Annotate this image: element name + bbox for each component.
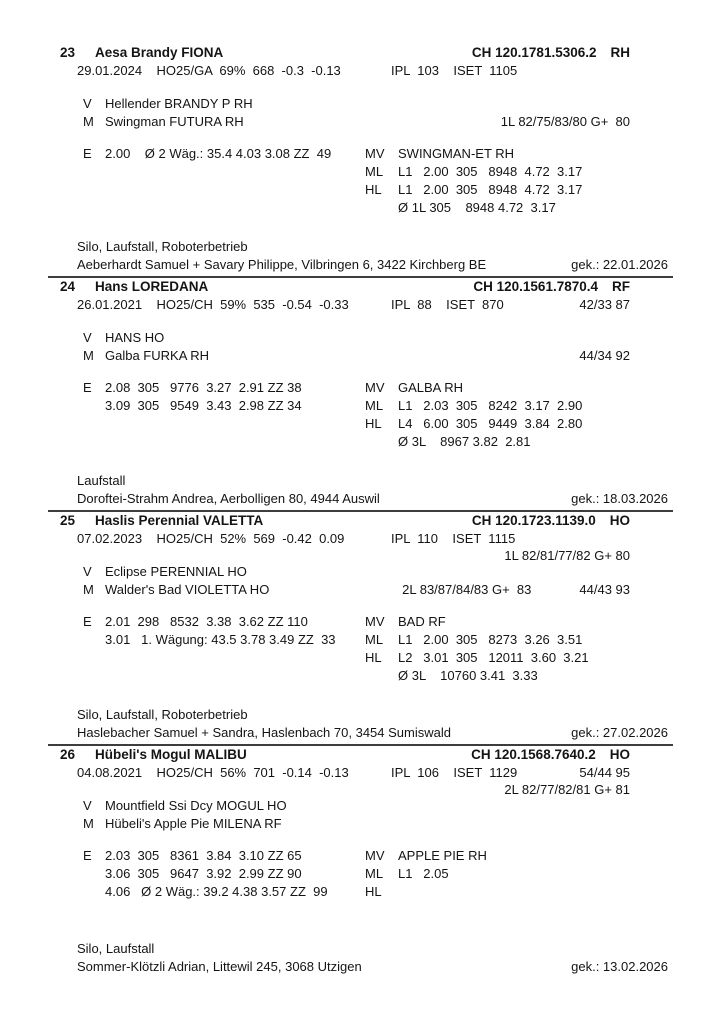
- row-values: L1 2.05: [398, 866, 449, 881]
- dam-lactation-row: [365, 397, 673, 415]
- average-lactation-row: [365, 433, 673, 451]
- own-performance-row: [60, 397, 365, 415]
- lactation-values: 3.09 305 9549 3.43 2.98 ZZ 34: [105, 398, 302, 413]
- lactation-values: 3.01 1. Wägung: 43.5 3.78 3.49 ZZ 33: [105, 632, 336, 647]
- maternal-sire-row: [365, 145, 673, 163]
- breed-code: RH: [610, 45, 630, 60]
- headline-row: [60, 746, 673, 764]
- performance-zone: [60, 379, 673, 451]
- entry-footer: [60, 238, 673, 278]
- highest-lactation-row: [365, 415, 673, 433]
- dam-row: [60, 113, 673, 131]
- registration-number: CH 120.1568.7640.2: [471, 747, 596, 762]
- breed-code: HO: [609, 747, 630, 762]
- performance-zone: [60, 847, 673, 901]
- sire-label: V: [83, 798, 92, 813]
- row-values: L1 2.00 305 8273 3.26 3.51: [398, 632, 583, 647]
- owner-address: Doroftei-Strahm Andrea, Aerbolligen 80, 4944 Auswil: [77, 491, 380, 506]
- performance-label: E: [83, 146, 92, 161]
- dam-label: M: [83, 582, 94, 597]
- lactation-values: 4.06 Ø 2 Wäg.: 39.2 4.38 3.57 ZZ 99: [105, 884, 328, 899]
- spacer: [209, 347, 579, 365]
- dam-conformation-score: 2L 83/87/84/83 G+ 83: [402, 582, 532, 597]
- sire-row: [60, 563, 673, 581]
- row-label: ML: [365, 632, 384, 647]
- row-values: L1 2.03 305 8242 3.17 2.90: [398, 398, 583, 413]
- row-label: MV: [365, 380, 385, 395]
- spacer: [247, 746, 471, 764]
- entry-footer: [60, 472, 673, 512]
- animal-name: Haslis Perennial VALETTA: [95, 513, 264, 528]
- dam-row: [60, 581, 673, 599]
- catalog-entry-24: [60, 278, 673, 512]
- row-values: APPLE PIE RH: [398, 848, 487, 863]
- maternal-performance-column: [365, 613, 673, 685]
- info-right-values: 42/33 87: [579, 297, 630, 312]
- dam-conformation-score: 1L 82/75/83/80 G+ 80: [500, 114, 630, 129]
- spacer: [380, 490, 571, 508]
- performance-label: [83, 631, 105, 649]
- owner-row: [77, 724, 673, 742]
- lactation-values: 2.00 Ø 2 Wäg.: 35.4 4.03 3.08 ZZ 49: [105, 146, 332, 161]
- dam-conformation-score: 44/34 92: [579, 348, 630, 363]
- row-values: Ø 3L 8967 3.82 2.81: [398, 434, 531, 449]
- performance-label: [83, 397, 105, 415]
- row-label: ML: [365, 164, 384, 179]
- own-performance-column: [60, 613, 365, 685]
- performance-label: E: [83, 614, 92, 629]
- owner-row: [77, 958, 673, 976]
- own-performance-row: [60, 883, 365, 901]
- ipl-iset-values: IPL 103 ISET 1105: [391, 63, 518, 78]
- sire-row: [60, 329, 673, 347]
- performance-label: [83, 865, 105, 883]
- birth-info-row: [60, 530, 673, 548]
- highest-lactation-row: [365, 649, 673, 667]
- row-values: L2 3.01 305 12011 3.60 3.21: [398, 650, 589, 665]
- owner-address: Sommer-Klötzli Adrian, Littewil 245, 3068 Utzigen: [77, 959, 362, 974]
- spacer: [517, 62, 630, 80]
- own-performance-row: [60, 631, 365, 649]
- row-label: HL: [365, 182, 382, 197]
- sire-label: V: [83, 330, 92, 345]
- average-lactation-row: [365, 199, 673, 217]
- ipl-iset-values: IPL 88 ISET 870: [391, 297, 504, 312]
- sire-label: V: [83, 564, 92, 579]
- own-performance-column: [60, 379, 365, 451]
- row-values: L1 2.00 305 8948 4.72 3.17: [398, 182, 583, 197]
- sire-name: Eclipse PERENNIAL HO: [105, 564, 247, 579]
- headline-row: [60, 278, 673, 296]
- row-values: GALBA RH: [398, 380, 464, 395]
- housing-row: Silo, Laufstall, Roboterbetrieb: [77, 707, 248, 722]
- row-label: [365, 667, 398, 685]
- performance-label: E: [83, 380, 92, 395]
- maternal-sire-row: [365, 613, 673, 631]
- dam-name: Walder's Bad VIOLETTA HO: [105, 582, 270, 597]
- maternal-sire-row: [365, 379, 673, 397]
- owner-address: Aeberhardt Samuel + Savary Philippe, Vilbringen 6, 3422 Kirchberg BE: [77, 257, 487, 272]
- animal-number: 25: [60, 513, 76, 528]
- row-label: HL: [365, 650, 382, 665]
- row-label: [365, 433, 398, 451]
- registration-number: CH 120.1561.7870.4: [473, 279, 598, 294]
- row-label: HL: [365, 884, 382, 899]
- own-performance-row: [60, 145, 365, 163]
- conformation-row: [60, 314, 673, 329]
- row-label: [365, 199, 398, 217]
- row-label: HL: [365, 416, 382, 431]
- dam-label: M: [83, 114, 94, 129]
- entry-footer: [60, 940, 673, 980]
- row-values: Ø 3L 10760 3.41 3.33: [398, 668, 538, 683]
- birth-info-row: [60, 62, 673, 80]
- ipl-iset-values: IPL 106 ISET 1129: [391, 765, 518, 780]
- dam-name: Galba FURKA RH: [105, 348, 210, 363]
- row-values: L4 6.00 305 9449 3.84 2.80: [398, 416, 583, 431]
- birth-info-row: [60, 296, 673, 314]
- maternal-performance-column: [365, 379, 673, 451]
- calving-date: gek.: 13.02.2026: [571, 959, 668, 974]
- row-values: L1 2.00 305 8948 4.72 3.17: [398, 164, 583, 179]
- dam-name: Hübeli's Apple Pie MILENA RF: [105, 816, 282, 831]
- animal-name: Aesa Brandy FIONA: [95, 45, 224, 60]
- own-performance-column: [60, 847, 365, 901]
- animal-number: 24: [60, 279, 76, 294]
- spacer: [517, 764, 579, 782]
- owner-address: Haslebacher Samuel + Sandra, Haslenbach 70, 3454 Sumiswald: [77, 725, 451, 740]
- info-right-values: 54/44 95: [579, 765, 630, 780]
- housing-row: Silo, Laufstall, Roboterbetrieb: [77, 239, 248, 254]
- performance-zone: [60, 613, 673, 685]
- conformation-row: [60, 548, 673, 563]
- birth-performance-data: 04.08.2021 HO25/CH 56% 701 -0.14 -0.13: [77, 765, 349, 780]
- spacer: [269, 581, 402, 599]
- spacer: [515, 530, 630, 548]
- housing-row: Silo, Laufstall: [77, 941, 155, 956]
- birth-performance-data: 07.02.2023 HO25/CH 52% 569 -0.42 0.09: [77, 531, 345, 546]
- birth-performance-data: 26.01.2021 HO25/CH 59% 535 -0.54 -0.33: [77, 297, 349, 312]
- spacer: [486, 256, 571, 274]
- spacer: [208, 278, 473, 296]
- row-label: ML: [365, 866, 384, 881]
- own-performance-row: [60, 613, 365, 631]
- lbe-score: 1L 82/81/77/82 G+ 80: [504, 548, 630, 563]
- catalog-entry-25: [60, 512, 673, 746]
- sire-label: V: [83, 96, 92, 111]
- headline-row: [60, 512, 673, 530]
- performance-label: E: [83, 848, 92, 863]
- owner-row: [77, 490, 673, 508]
- dam-lactation-row: [365, 163, 673, 181]
- calving-date: gek.: 18.03.2026: [571, 491, 668, 506]
- catalog-entry-26: [60, 746, 673, 980]
- average-lactation-row: [365, 667, 673, 685]
- spacer: [451, 724, 571, 742]
- owner-row: [77, 256, 673, 274]
- birth-performance-data: 29.01.2024 HO25/GA 69% 668 -0.3 -0.13: [77, 63, 341, 78]
- conformation-row: [60, 80, 673, 95]
- animal-number: 23: [60, 45, 76, 60]
- ipl-iset-values: IPL 110 ISET 1115: [391, 531, 516, 546]
- performance-label: [83, 883, 105, 901]
- lactation-values: 3.06 305 9647 3.92 2.99 ZZ 90: [105, 866, 302, 881]
- highest-lactation-row: [365, 181, 673, 199]
- birth-info-row: [60, 764, 673, 782]
- own-performance-row: [60, 847, 365, 865]
- maternal-sire-row: [365, 847, 673, 865]
- breed-code: HO: [609, 513, 630, 528]
- conformation-row: [60, 782, 673, 797]
- lactation-values: 2.08 305 9776 3.27 2.91 ZZ 38: [105, 380, 302, 395]
- registration-number: CH 120.1723.1139.0: [471, 513, 596, 528]
- sire-name: HANS HO: [105, 330, 165, 345]
- sire-row: [60, 797, 673, 815]
- performance-zone: [60, 145, 673, 217]
- animal-name: Hans LOREDANA: [95, 279, 209, 294]
- spacer: [504, 296, 580, 314]
- registration-number: CH 120.1781.5306.2: [471, 45, 597, 60]
- dam-label: M: [83, 816, 94, 831]
- dam-row: [60, 815, 673, 833]
- highest-lactation-row: [365, 883, 673, 901]
- sire-name: Hellender BRANDY P RH: [105, 96, 253, 111]
- spacer: [263, 512, 472, 530]
- row-label: MV: [365, 614, 385, 629]
- spacer: [362, 958, 571, 976]
- spacer: [244, 113, 501, 131]
- entry-footer: [60, 706, 673, 746]
- own-performance-row: [60, 379, 365, 397]
- sire-row: [60, 95, 673, 113]
- housing-row: Laufstall: [77, 473, 126, 488]
- dam-label: M: [83, 348, 94, 363]
- dam-name: Swingman FUTURA RH: [105, 114, 244, 129]
- maternal-performance-column: [365, 847, 673, 901]
- own-performance-column: [60, 145, 365, 217]
- catalog-entry-23: [60, 44, 673, 278]
- entry-separator-hidden: [48, 978, 673, 980]
- row-label: MV: [365, 146, 385, 161]
- dam-lactation-row: [365, 865, 673, 883]
- animal-name: Hübeli's Mogul MALIBU: [95, 747, 247, 762]
- row-label: MV: [365, 848, 385, 863]
- row-label: ML: [365, 398, 384, 413]
- row-values: SWINGMAN-ET RH: [398, 146, 515, 161]
- headline-row: [60, 44, 673, 62]
- lactation-values: 2.03 305 8361 3.84 3.10 ZZ 65: [105, 848, 302, 863]
- breed-code: RF: [612, 279, 630, 294]
- lbe-score: 2L 82/77/82/81 G+ 81: [504, 782, 630, 797]
- animal-number: 26: [60, 747, 76, 762]
- calving-date: gek.: 22.01.2026: [571, 257, 668, 272]
- maternal-performance-column: [365, 145, 673, 217]
- sire-name: Mountfield Ssi Dcy MOGUL HO: [105, 798, 287, 813]
- row-values: BAD RF: [398, 614, 446, 629]
- calving-date: gek.: 27.02.2026: [571, 725, 668, 740]
- row-values: Ø 1L 305 8948 4.72 3.17: [398, 200, 556, 215]
- own-performance-row: [60, 865, 365, 883]
- dam-lactation-row: [365, 631, 673, 649]
- spacer: [223, 44, 472, 62]
- dam-row: [60, 347, 673, 365]
- dam-production-score: 44/43 93: [579, 582, 630, 597]
- lactation-values: 2.01 298 8532 3.38 3.62 ZZ 110: [105, 614, 308, 629]
